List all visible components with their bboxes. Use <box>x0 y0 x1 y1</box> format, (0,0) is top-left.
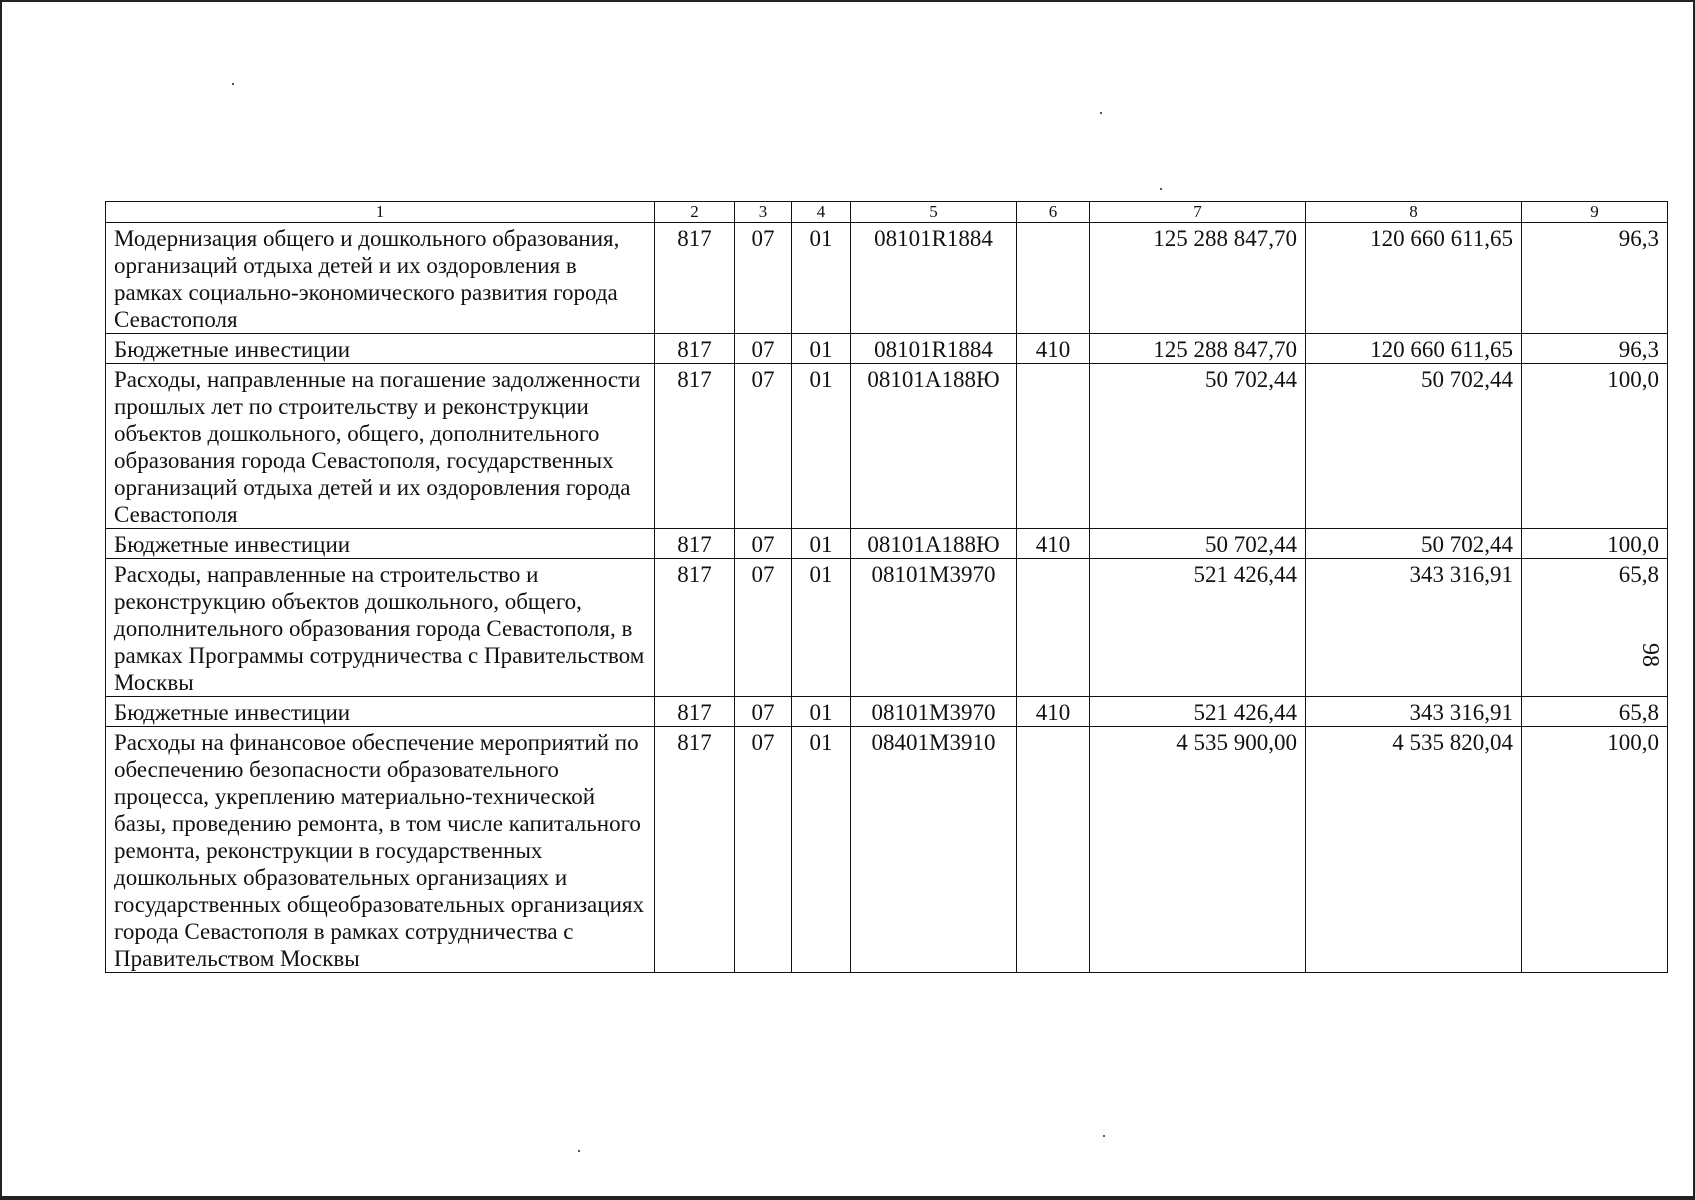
execution-percent: 100,0 <box>1522 529 1668 559</box>
expense-type-code: 410 <box>1017 697 1090 727</box>
section-code: 07 <box>735 529 792 559</box>
execution-percent: 100,0 <box>1522 364 1668 529</box>
executed-amount: 343 316,91 <box>1306 559 1522 697</box>
execution-percent: 96,3 <box>1522 223 1668 334</box>
column-number: 5 <box>851 202 1017 223</box>
expense-name: Бюджетные инвестиции <box>106 334 655 364</box>
page-bottom-rule <box>0 1196 1695 1200</box>
expense-name: Расходы на финансовое обеспечение мероприятий по обеспечению безопасности образовательного процесса, укреплению материально-технической базы, проведению ремонта, в том числе капитального ремонта, реконструкции в государственных дошкольных образовательных организациях и государственных общеобразовательных организациях города Севастополя в рамках сотрудничества с Правительством Москвы <box>106 727 655 973</box>
column-number-row <box>106 202 1668 223</box>
table-row <box>106 559 1668 697</box>
expense-name: Бюджетные инвестиции <box>106 697 655 727</box>
subsection-code: 01 <box>792 364 851 529</box>
expense-name: Расходы, направленные на погашение задолженности прошлых лет по строительству и реконструкции объектов дошкольного, общего, дополнительного образования города Севастополя, государственных организаций отдыха детей и их оздоровления города Севастополя <box>106 364 655 529</box>
execution-percent: 65,8 <box>1522 697 1668 727</box>
ministry-code: 817 <box>655 364 735 529</box>
subsection-code: 01 <box>792 559 851 697</box>
budget-table <box>105 201 1668 973</box>
expense-type-code <box>1017 223 1090 334</box>
ministry-code: 817 <box>655 223 735 334</box>
executed-amount: 343 316,91 <box>1306 697 1522 727</box>
subsection-code: 01 <box>792 697 851 727</box>
planned-amount: 521 426,44 <box>1090 559 1306 697</box>
target-article-code: 08101A188Ю <box>851 364 1017 529</box>
planned-amount: 125 288 847,70 <box>1090 334 1306 364</box>
section-code: 07 <box>735 697 792 727</box>
ministry-code: 817 <box>655 697 735 727</box>
executed-amount: 50 702,44 <box>1306 529 1522 559</box>
executed-amount: 4 535 820,04 <box>1306 727 1522 973</box>
table-row <box>106 223 1668 334</box>
column-number: 2 <box>655 202 735 223</box>
section-code: 07 <box>735 364 792 529</box>
column-number: 3 <box>735 202 792 223</box>
expense-type-code: 410 <box>1017 529 1090 559</box>
planned-amount: 4 535 900,00 <box>1090 727 1306 973</box>
scan-speck <box>1160 188 1162 190</box>
column-number: 1 <box>106 202 655 223</box>
planned-amount: 50 702,44 <box>1090 364 1306 529</box>
expense-name: Бюджетные инвестиции <box>106 529 655 559</box>
target-article-code: 08101R1884 <box>851 334 1017 364</box>
expense-type-code: 410 <box>1017 334 1090 364</box>
section-code: 07 <box>735 559 792 697</box>
ministry-code: 817 <box>655 559 735 697</box>
scan-speck <box>1100 112 1102 114</box>
ministry-code: 817 <box>655 334 735 364</box>
expense-name: Модернизация общего и дошкольного образования, организаций отдыха детей и их оздоровления в рамках социально-экономического развития города Севастополя <box>106 223 655 334</box>
table-row <box>106 529 1668 559</box>
target-article-code: 08101R1884 <box>851 223 1017 334</box>
column-number: 4 <box>792 202 851 223</box>
column-number: 8 <box>1306 202 1522 223</box>
expense-type-code <box>1017 559 1090 697</box>
target-article-code: 08401M3910 <box>851 727 1017 973</box>
table-row <box>106 697 1668 727</box>
section-code: 07 <box>735 727 792 973</box>
ministry-code: 817 <box>655 529 735 559</box>
executed-amount: 120 660 611,65 <box>1306 223 1522 334</box>
executed-amount: 120 660 611,65 <box>1306 334 1522 364</box>
execution-percent: 65,8 <box>1522 559 1668 697</box>
planned-amount: 521 426,44 <box>1090 697 1306 727</box>
expense-type-code <box>1017 727 1090 973</box>
target-article-code: 08101M3970 <box>851 697 1017 727</box>
execution-percent: 96,3 <box>1522 334 1668 364</box>
ministry-code: 817 <box>655 727 735 973</box>
subsection-code: 01 <box>792 334 851 364</box>
execution-percent: 100,0 <box>1522 727 1668 973</box>
scan-speck <box>232 83 234 85</box>
column-number: 6 <box>1017 202 1090 223</box>
table-row <box>106 727 1668 973</box>
expense-type-code <box>1017 364 1090 529</box>
column-number: 9 <box>1522 202 1668 223</box>
table-row <box>106 364 1668 529</box>
page-number: 98 <box>1637 643 1663 667</box>
column-number: 7 <box>1090 202 1306 223</box>
scan-speck <box>1103 1135 1105 1137</box>
subsection-code: 01 <box>792 727 851 973</box>
planned-amount: 50 702,44 <box>1090 529 1306 559</box>
scan-speck <box>578 1150 580 1152</box>
target-article-code: 08101A188Ю <box>851 529 1017 559</box>
expense-name: Расходы, направленные на строительство и реконструкцию объектов дошкольного, общего, дополнительного образования города Севастополя, в рамках Программы сотрудничества с Правительством Москвы <box>106 559 655 697</box>
section-code: 07 <box>735 223 792 334</box>
subsection-code: 01 <box>792 529 851 559</box>
subsection-code: 01 <box>792 223 851 334</box>
planned-amount: 125 288 847,70 <box>1090 223 1306 334</box>
table-row <box>106 334 1668 364</box>
executed-amount: 50 702,44 <box>1306 364 1522 529</box>
section-code: 07 <box>735 334 792 364</box>
target-article-code: 08101M3970 <box>851 559 1017 697</box>
